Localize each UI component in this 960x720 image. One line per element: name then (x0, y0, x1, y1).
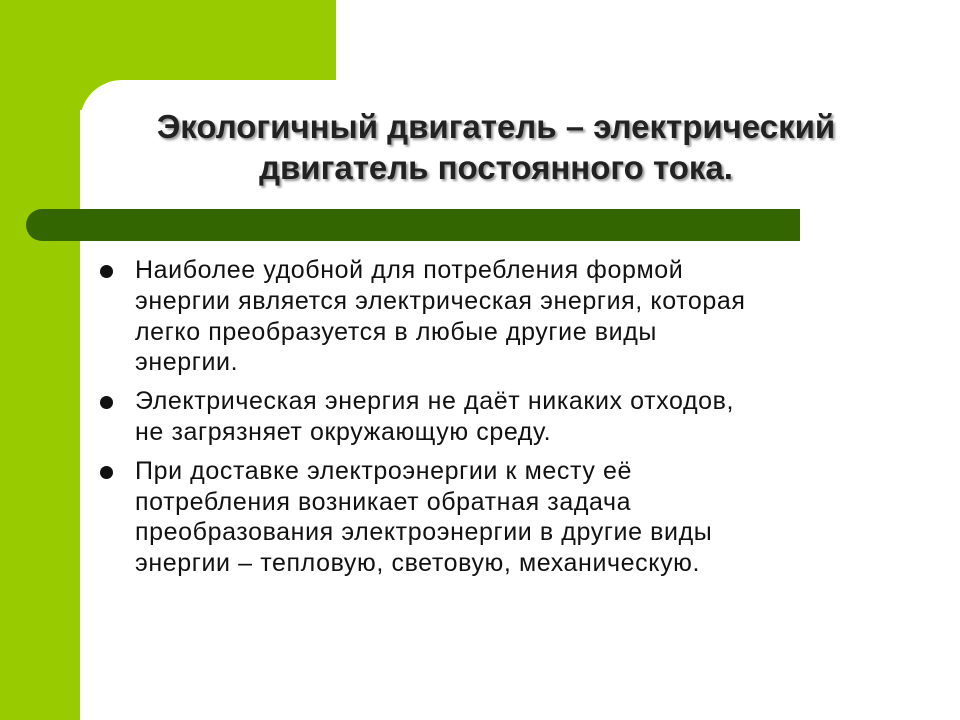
bullet-dot-icon (100, 265, 113, 278)
green-side-strip (0, 0, 80, 720)
bullet-2-line-1: Электрическая энергия не даёт никаких отходов, (135, 387, 735, 416)
bullet-item-1 (98, 255, 898, 378)
title-divider-bar (26, 209, 800, 241)
bullet-3-line-1: При доставке электроэнергии к месту её (135, 456, 632, 485)
bullet-1-line-1: Наиболее удобной для потребления формой (135, 256, 684, 284)
bullet-2-line-2: не загрязняет окружающую среду. (135, 417, 552, 446)
bullet-3-line-3: преобразования электроэнергии в другие виды (135, 518, 713, 547)
bullet-item-2 (98, 386, 898, 448)
slide-title-line-2: двигатель постоянного тока. (259, 149, 733, 186)
slide-title-line-1: Экологичный двигатель – электрический (156, 108, 836, 145)
bullet-dot-icon (100, 396, 113, 409)
bullet-list (98, 255, 898, 587)
bullet-3-line-4: энергии – тепловую, световую, механическую. (135, 549, 701, 578)
bullet-item-3 (98, 456, 898, 579)
bullet-1-line-4: энергии. (135, 348, 239, 377)
bullet-1-line-3: легко преобразуется в любые другие виды (135, 317, 657, 346)
bullet-dot-icon (100, 466, 113, 479)
slide-title (96, 106, 896, 188)
bullet-3-line-2: потребления возникает обратная задача (135, 487, 632, 516)
bullet-1-line-2: энергии является электрическая энергия, которая (135, 286, 746, 315)
